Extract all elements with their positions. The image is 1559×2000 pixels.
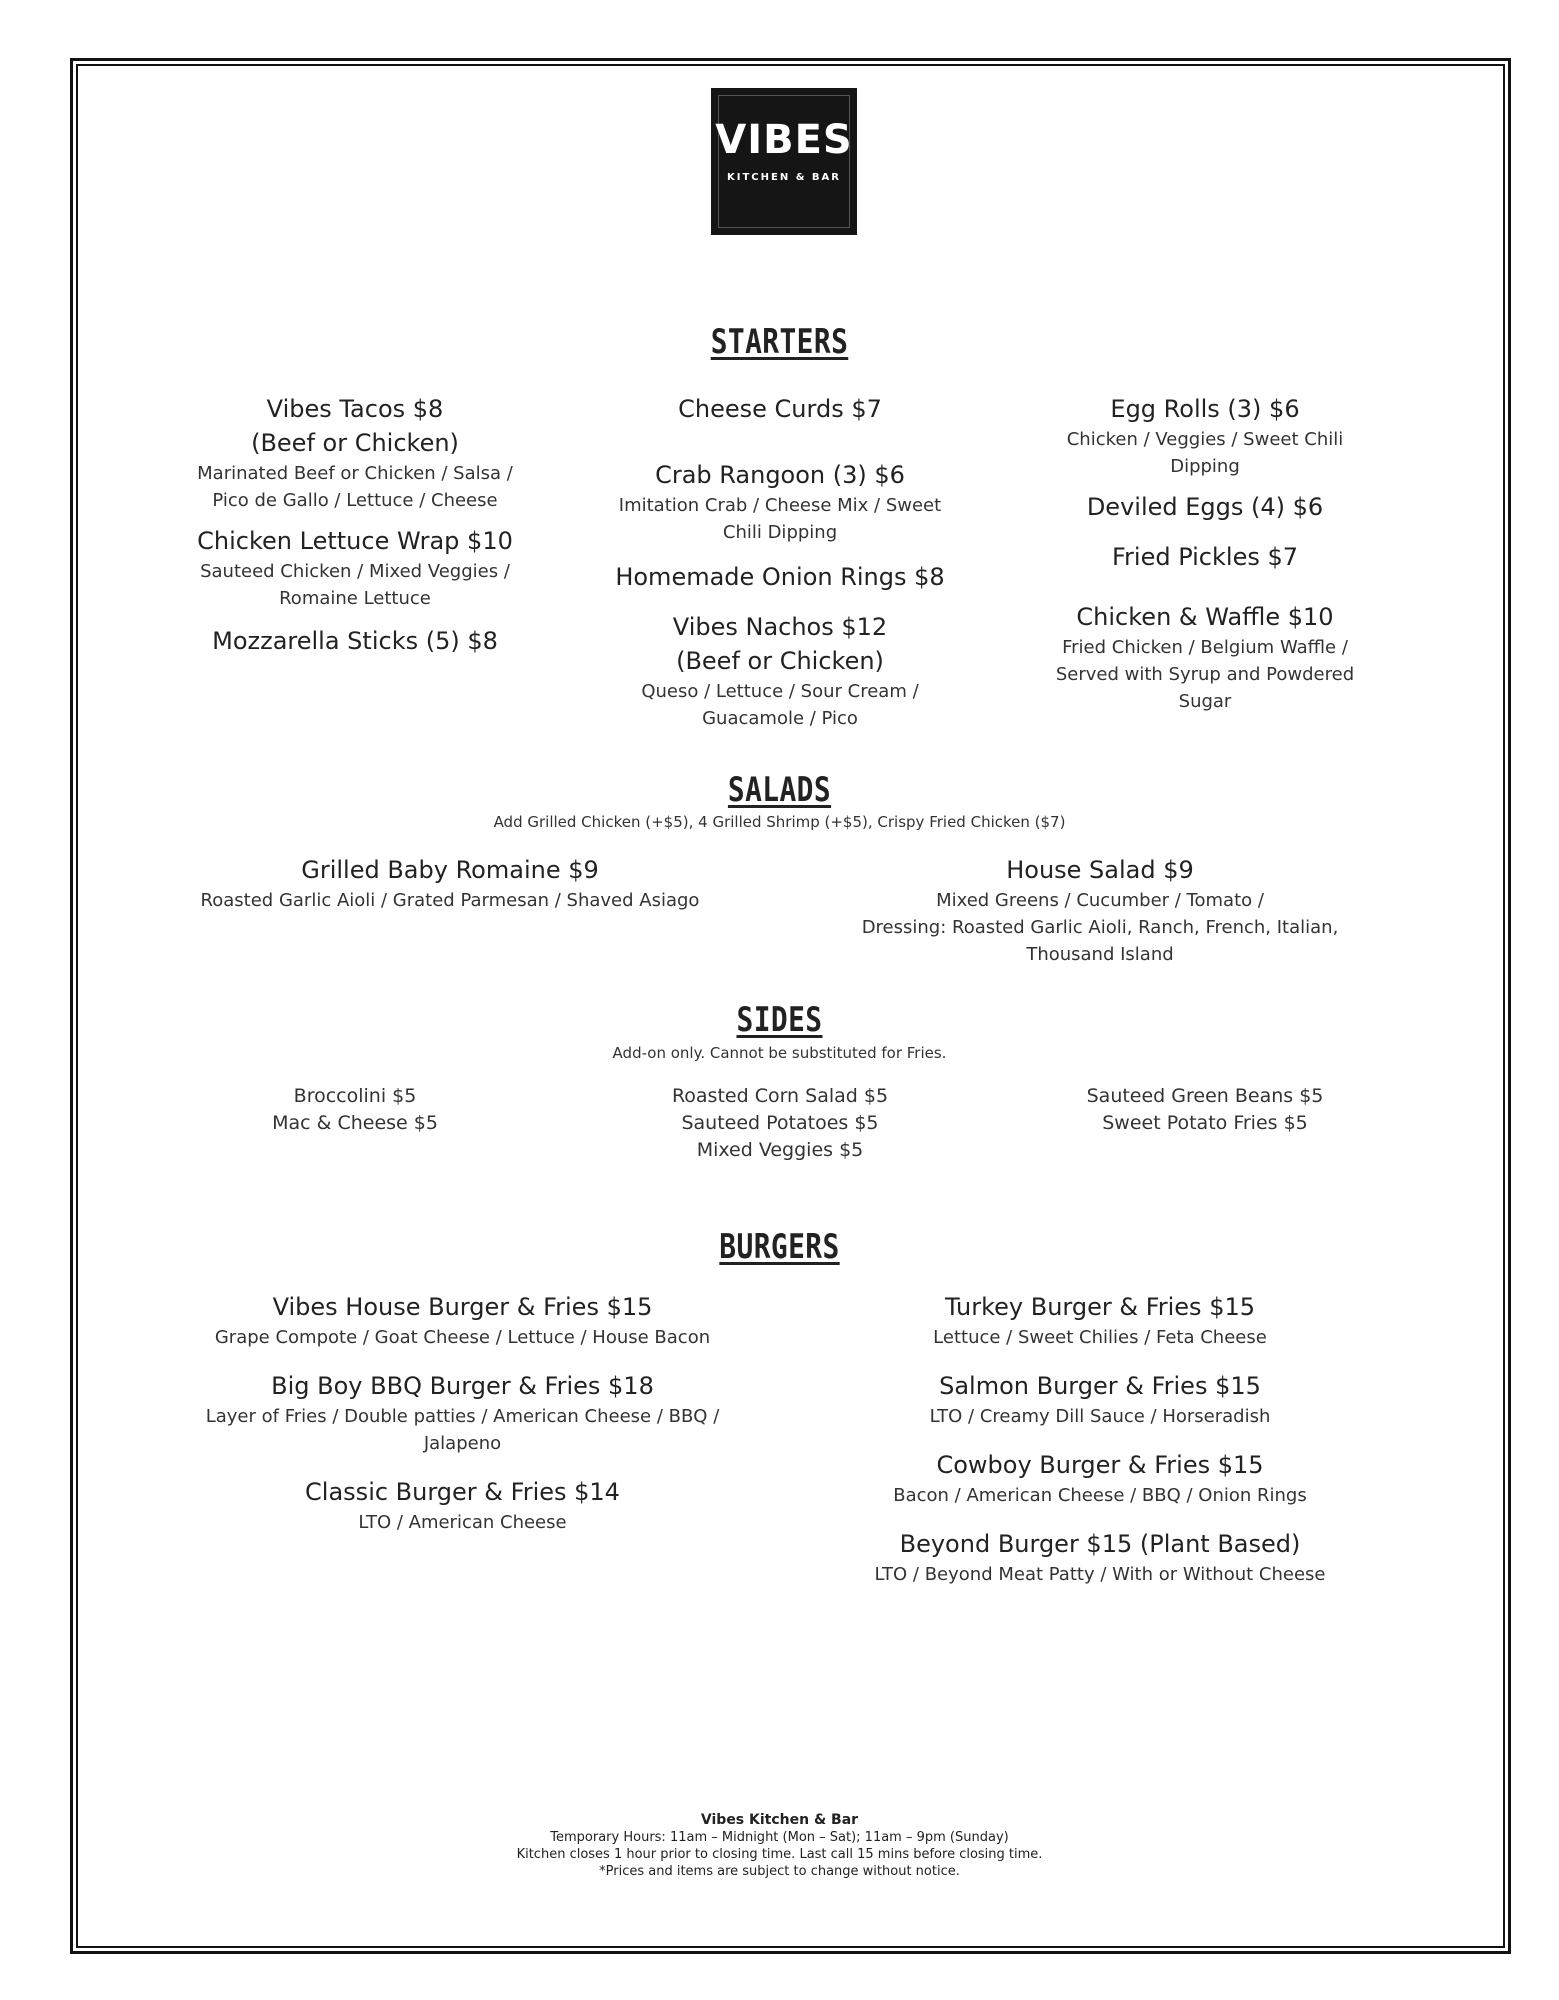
item-name: Fried Pickles $7 <box>1111 543 1299 571</box>
item-name: Homemade Onion Rings $8 <box>615 563 945 591</box>
item-description: LTO / Beyond Meat Patty / With or Without Cheese <box>874 1564 1326 1585</box>
item-description: Mixed Greens / Cucumber / Tomato / <box>936 890 1264 911</box>
item-description: Roasted Garlic Aioli / Grated Parmesan / Shaved Asiago <box>200 890 700 911</box>
menu-item <box>1025 600 1385 715</box>
item-name: Vibes House Burger & Fries $15 <box>272 1293 653 1321</box>
item-name: Grilled Baby Romaine $9 <box>301 856 599 884</box>
side-item: Mixed Veggies $5 <box>696 1139 864 1161</box>
menu-item <box>170 1369 755 1457</box>
menu-item <box>820 1290 1380 1351</box>
side-item: Mac & Cheese $5 <box>272 1112 438 1134</box>
footer-kitchen-note: Kitchen closes 1 hour prior to closing time. Last call 15 mins before closing time. <box>516 1847 1043 1862</box>
item-description-line2: Romaine Lettuce <box>279 588 431 609</box>
menu-item <box>1025 540 1385 574</box>
item-name: Vibes Nachos $12 <box>672 613 888 641</box>
burgers-column-1 <box>170 1290 755 1536</box>
item-description: Grape Compote / Goat Cheese / Lettuce / House Bacon <box>214 1327 711 1348</box>
item-description: LTO / Creamy Dill Sauce / Horseradish <box>929 1406 1271 1427</box>
item-name: Salmon Burger & Fries $15 <box>939 1372 1261 1400</box>
item-description: LTO / American Cheese <box>358 1512 567 1533</box>
side-item: Broccolini $5 <box>293 1085 417 1107</box>
vibes-logo <box>711 88 857 235</box>
logo-name: VIBES <box>715 117 853 163</box>
item-name: Cheese Curds $7 <box>678 395 882 423</box>
item-description: Queso / Lettuce / Sour Cream / <box>641 681 919 702</box>
salads-heading: SALADS <box>727 770 832 810</box>
salads-column-2 <box>820 853 1380 968</box>
starters-column-3 <box>1025 392 1385 715</box>
side-item: Roasted Corn Salad $5 <box>671 1085 889 1107</box>
sides-note: Add-on only. Cannot be substituted for Fries. <box>612 1044 947 1062</box>
burgers-heading: BURGERS <box>719 1227 840 1267</box>
item-description: Lettuce / Sweet Chilies / Feta Cheese <box>933 1327 1267 1348</box>
item-description-line2: Dipping <box>1170 456 1240 477</box>
menu-item <box>170 624 540 658</box>
menu-item <box>600 392 960 426</box>
starters-column-1 <box>170 392 540 658</box>
menu-item <box>1025 490 1385 524</box>
item-description: Fried Chicken / Belgium Waffle / <box>1062 637 1348 658</box>
item-name: Chicken Lettuce Wrap $10 <box>197 527 513 555</box>
item-name: House Salad $9 <box>1006 856 1194 884</box>
item-description-line3: Thousand Island <box>1026 944 1174 965</box>
item-description: Marinated Beef or Chicken / Salsa / <box>197 463 513 484</box>
menu-item <box>170 392 540 514</box>
item-name: Beyond Burger $15 (Plant Based) <box>899 1530 1301 1558</box>
item-description: Sauteed Chicken / Mixed Veggies / <box>200 561 510 582</box>
item-name: Crab Rangoon (3) $6 <box>655 461 905 489</box>
starters-heading: STARTERS <box>710 322 849 362</box>
item-description-line2: Pico de Gallo / Lettuce / Cheese <box>212 490 498 511</box>
item-name: Deviled Eggs (4) $6 <box>1086 493 1324 521</box>
item-description: Chicken / Veggies / Sweet Chili <box>1066 429 1344 450</box>
sides-column-3 <box>1055 1083 1355 1137</box>
item-name: Turkey Burger & Fries $15 <box>945 1293 1255 1321</box>
salads-column-1 <box>170 853 730 914</box>
menu-item <box>600 458 960 546</box>
side-item: Sauteed Green Beans $5 <box>1086 1085 1324 1107</box>
menu-item <box>170 524 540 612</box>
footer-price-note: *Prices and items are subject to change without notice. <box>599 1864 960 1879</box>
menu-item <box>170 1475 755 1536</box>
item-name: Chicken & Waffle $10 <box>1076 603 1334 631</box>
item-name: Mozzarella Sticks (5) $8 <box>212 627 498 655</box>
menu-item <box>600 610 960 732</box>
item-description: Layer of Fries / Double patties / American Cheese / BBQ / <box>205 1406 720 1427</box>
item-description: Bacon / American Cheese / BBQ / Onion Rings <box>893 1485 1307 1506</box>
item-name: Egg Rolls (3) $6 <box>1110 395 1300 423</box>
item-name: Big Boy BBQ Burger & Fries $18 <box>271 1372 654 1400</box>
item-description-line2: Chili Dipping <box>722 522 838 543</box>
side-item: Sweet Potato Fries $5 <box>1102 1112 1308 1134</box>
item-name-line2: (Beef or Chicken) <box>676 647 884 675</box>
menu-footer <box>0 1811 1559 1880</box>
item-description-line2: Jalapeno <box>423 1433 502 1454</box>
menu-item <box>820 1448 1380 1509</box>
footer-title: Vibes Kitchen & Bar <box>700 1812 859 1828</box>
item-name: Vibes Tacos $8 <box>266 395 444 423</box>
item-description-line2: Served with Syrup and Powdered <box>1055 664 1355 685</box>
item-description-line3: Sugar <box>1178 691 1232 712</box>
menu-item <box>820 1527 1380 1588</box>
menu-item <box>820 1369 1380 1430</box>
burgers-column-2 <box>820 1290 1380 1588</box>
sides-column-2 <box>630 1083 930 1164</box>
menu-item <box>1025 392 1385 480</box>
sides-column-1 <box>205 1083 505 1137</box>
side-item: Sauteed Potatoes $5 <box>681 1112 879 1134</box>
item-description: Imitation Crab / Cheese Mix / Sweet <box>618 495 942 516</box>
item-description-line2: Guacamole / Pico <box>702 708 858 729</box>
sides-heading: SIDES <box>736 1000 823 1040</box>
logo-tagline: KITCHEN & BAR <box>727 172 841 183</box>
menu-item <box>600 560 960 594</box>
item-name: Classic Burger & Fries $14 <box>305 1478 620 1506</box>
salads-addon-note: Add Grilled Chicken (+$5), 4 Grilled Shrimp (+$5), Crispy Fried Chicken ($7) <box>493 813 1066 831</box>
footer-hours: Temporary Hours: 11am – Midnight (Mon – Sat); 11am – 9pm (Sunday) <box>550 1830 1009 1845</box>
menu-item <box>170 1290 755 1351</box>
item-name-line2: (Beef or Chicken) <box>251 429 459 457</box>
item-description-line2: Dressing: Roasted Garlic Aioli, Ranch, French, Italian, <box>861 917 1339 938</box>
item-name: Cowboy Burger & Fries $15 <box>936 1451 1264 1479</box>
starters-column-2 <box>600 392 960 732</box>
